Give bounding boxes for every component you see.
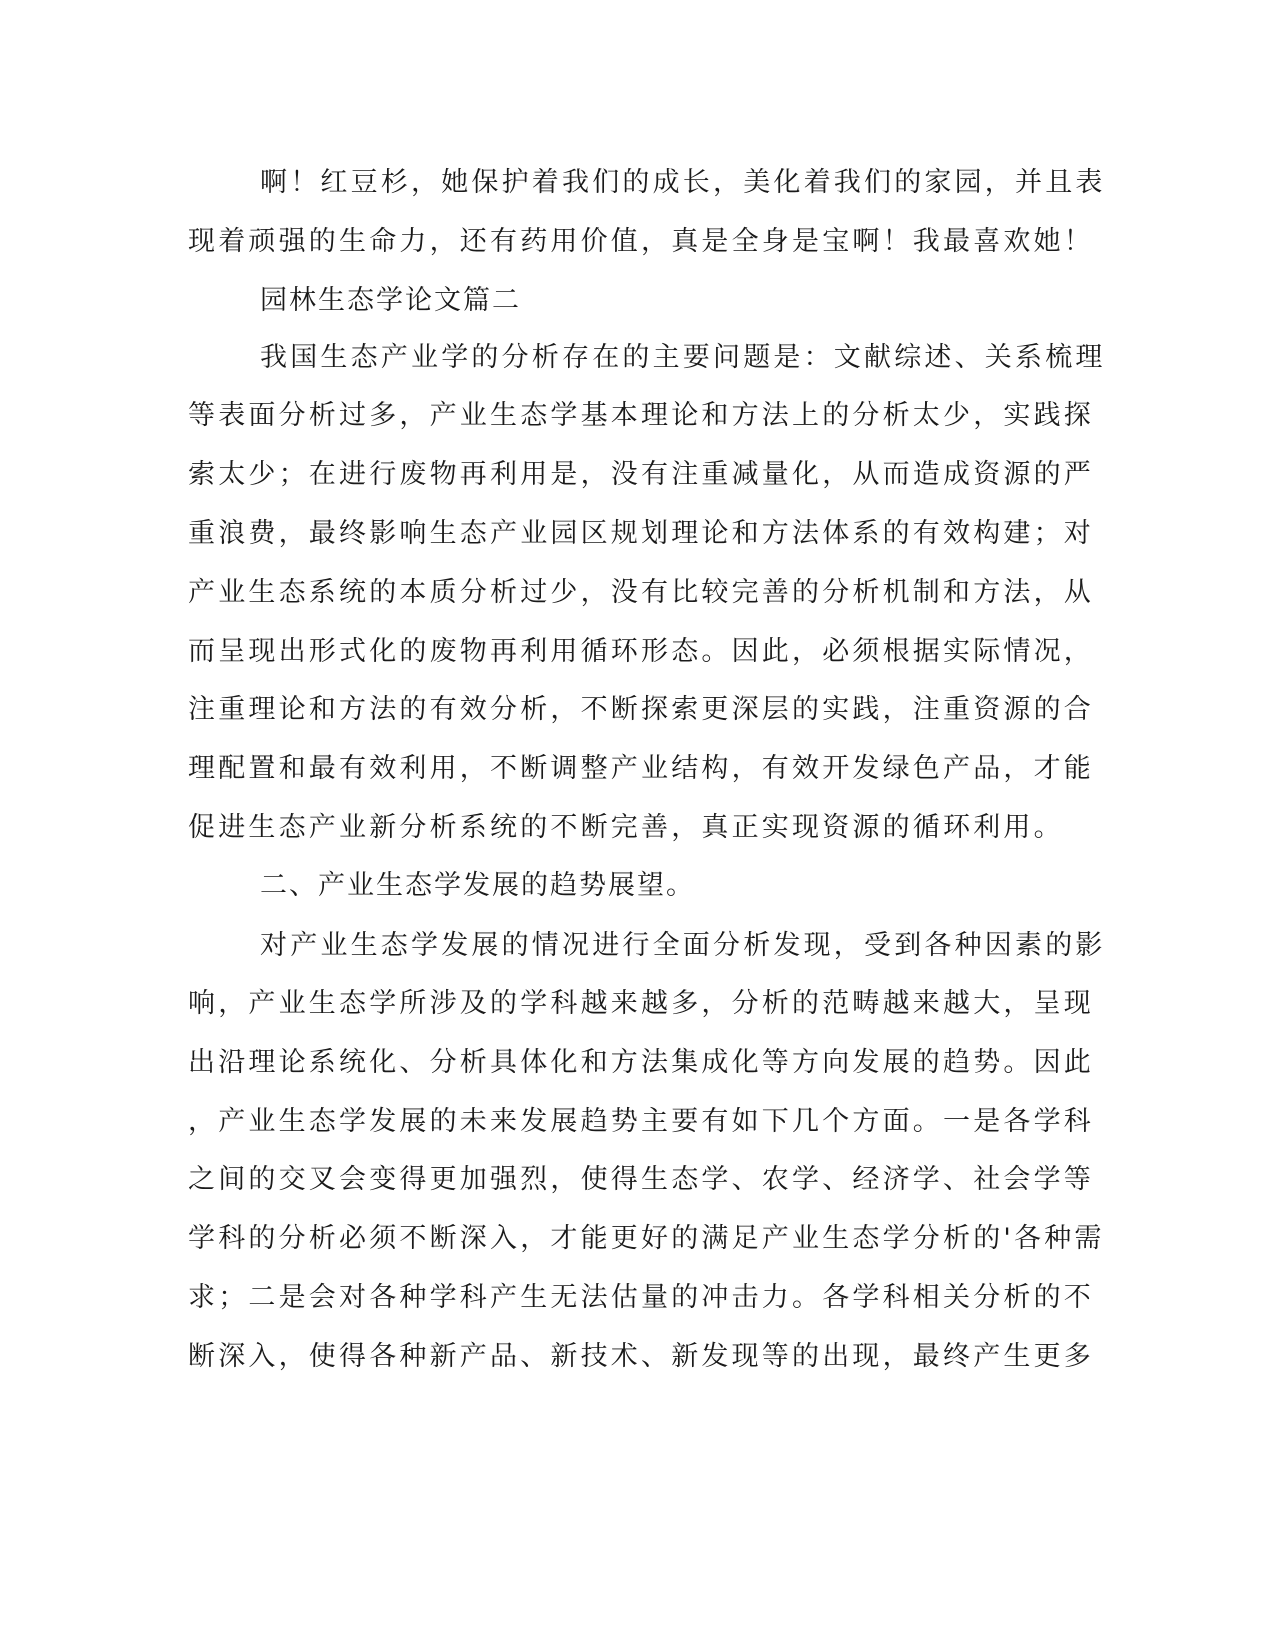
paragraph-line: ，产业生态学发展的未来发展趋势主要有如下几个方面。一是各学科 [188, 1106, 1094, 1137]
paragraph-line: 求；二是会对各种学科产生无法估量的冲击力。各学科相关分析的不 [188, 1282, 1094, 1313]
paragraph-line: 促进生态产业新分析系统的不断完善，真正实现资源的循环利用。 [188, 812, 1064, 843]
paragraph-line: 现着顽强的生命力，还有药用价值，真是全身是宝啊！我最喜欢她！ [188, 226, 1094, 257]
paragraph-line: 索太少；在进行废物再利用是，没有注重减量化，从而造成资源的严 [188, 459, 1094, 490]
paragraph-line: 响，产业生态学所涉及的学科越来越多，分析的范畴越来越大，呈现 [188, 988, 1094, 1019]
paragraph-line: 理配置和最有效利用，不断调整产业结构，有效开发绿色产品，才能 [188, 753, 1094, 784]
paragraph-line: 重浪费，最终影响生态产业园区规划理论和方法体系的有效构建；对 [188, 518, 1094, 549]
paragraph-line: 产业生态系统的本质分析过少，没有比较完善的分析机制和方法，从 [188, 577, 1094, 608]
paragraph-line: 啊！红豆杉，她保护着我们的成长，美化着我们的家园，并且表 [260, 167, 1106, 198]
paragraph-line: 出沿理论系统化、分析具体化和方法集成化等方向发展的趋势。因此 [188, 1047, 1094, 1078]
paragraph-line: 之间的交叉会变得更加强烈，使得生态学、农学、经济学、社会学等 [188, 1164, 1094, 1195]
paragraph-line: 而呈现出形式化的废物再利用循环形态。因此，必须根据实际情况， [188, 636, 1094, 667]
paragraph-line: 注重理论和方法的有效分析，不断探索更深层的实践，注重资源的合 [188, 694, 1094, 725]
paragraph-line: 对产业生态学发展的情况进行全面分析发现，受到各种因素的影 [260, 930, 1106, 961]
section-heading: 二、产业生态学发展的趋势展望。 [260, 870, 695, 901]
paragraph-line: 学科的分析必须不断深入，才能更好的满足产业生态学分析的'各种需 [188, 1223, 1105, 1254]
section-title: 园林生态学论文篇二 [260, 285, 521, 316]
paragraph-line: 等表面分析过多，产业生态学基本理论和方法上的分析太少，实践探 [188, 400, 1094, 431]
paragraph-line: 断深入，使得各种新产品、新技术、新发现等的出现，最终产生更多 [188, 1341, 1094, 1372]
paragraph-line: 我国生态产业学的分析存在的主要问题是：文献综述、关系梳理 [260, 342, 1106, 373]
